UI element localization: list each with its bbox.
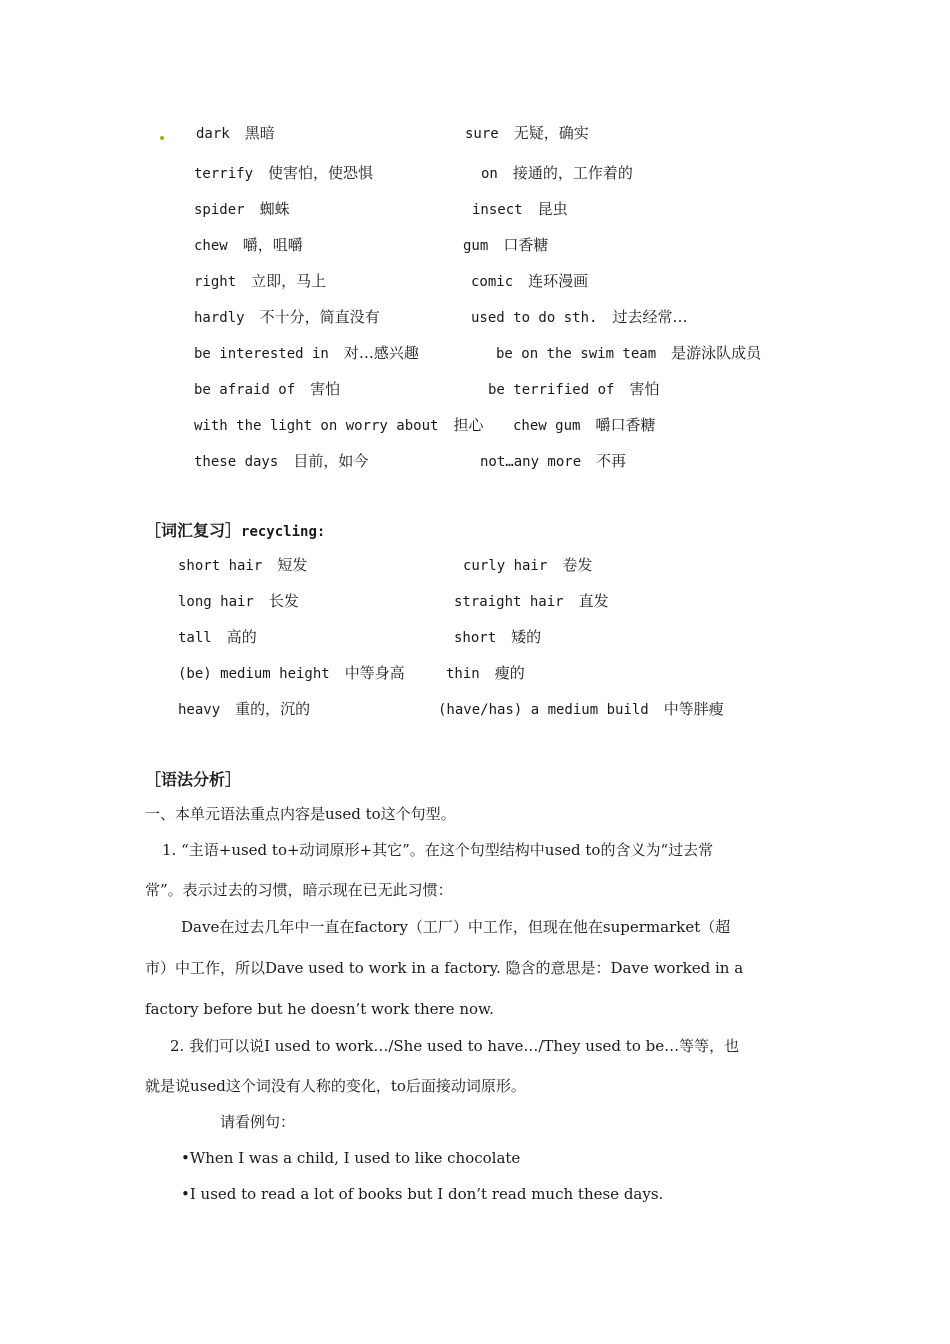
vocab-meaning: 蜘蛛 (259, 200, 290, 218)
grammar-point-1-line-1: 1. “主语+used to+动词原形+其它”。在这个句型结构中used to的含义为“过去常 (162, 841, 714, 859)
bullet-dot (160, 136, 164, 140)
grammar-point-1-line-2: 常”。表示过去的习惯，暗示现在已无此习惯： (145, 881, 453, 899)
vocab-term: be on the swim team (496, 346, 657, 362)
grammar-point-2-line-2: 就是说used这个词没有人称的变化，to后面接动词原形。 (145, 1077, 526, 1095)
review-heading (145, 518, 325, 541)
vocab-term: right (194, 274, 237, 290)
vocab-term: on (481, 166, 498, 182)
vocab-term: chew (194, 238, 228, 254)
review-term: short hair (178, 558, 263, 574)
vocab-term: terrify (194, 166, 254, 182)
example-paragraph-line-2: 市）中工作，所以Dave used to work in a factory. 隐含的意思是：Dave worked in a (145, 959, 744, 977)
review-term: straight hair (454, 594, 564, 610)
example-paragraph-line-3: factory before but he doesn’t work there now. (145, 1000, 494, 1018)
grammar-intro: 一、本单元语法重点内容是used to这个句型。 (145, 805, 456, 823)
vocab-term: gum (463, 238, 489, 254)
review-term: thin (446, 666, 480, 682)
vocab-term: hardly (194, 310, 245, 326)
review-meaning: 短发 (277, 556, 308, 574)
vocab-term: be afraid of (194, 382, 296, 398)
vocab-meaning: 黑暗 (244, 124, 275, 142)
review-heading-en: recycling: (241, 524, 326, 540)
vocab-meaning: 不十分，简直没有 (259, 308, 380, 326)
review-term: short (454, 630, 497, 646)
review-term: long hair (178, 594, 254, 610)
review-term: (have/has) a medium build (438, 702, 649, 718)
vocab-term: not…any more (480, 454, 582, 470)
vocab-meaning: 不再 (596, 452, 627, 470)
vocab-meaning: 是游泳队成员 (671, 344, 762, 362)
example-sentence: •I used to read a lot of books but I don’t read much these days. (181, 1185, 664, 1203)
grammar-heading: ［语法分析］ (145, 770, 242, 789)
vocab-meaning: 连环漫画 (528, 272, 589, 290)
review-meaning: 卷发 (562, 556, 593, 574)
review-meaning: 中等身高 (344, 664, 405, 682)
vocab-term: these days (194, 454, 279, 470)
vocab-meaning: 嚼，咀嚼 (242, 236, 303, 254)
review-meaning: 瘦的 (494, 664, 525, 682)
example-sentence: •When I was a child, I used to like chocolate (181, 1149, 521, 1167)
review-term: tall (178, 630, 212, 646)
vocab-meaning: 目前，如今 (293, 452, 369, 470)
vocab-term: with the light on worry about (194, 418, 439, 434)
vocab-term: used to do sth. (471, 310, 598, 326)
review-heading-cn: ［词汇复习］ (145, 521, 242, 540)
review-meaning: 中等胖瘦 (663, 700, 724, 718)
review-term: heavy (178, 702, 221, 718)
review-meaning: 长发 (268, 592, 299, 610)
review-meaning: 高的 (226, 628, 257, 646)
vocab-term: be terrified of (488, 382, 615, 398)
vocab-term: dark (196, 126, 230, 142)
review-term: (be) medium height (178, 666, 330, 682)
review-term: curly hair (463, 558, 548, 574)
vocab-meaning: 使害怕，使恐惧 (268, 164, 374, 182)
vocab-meaning: 害怕 (629, 380, 660, 398)
vocab-meaning: 无疑，确实 (513, 124, 589, 142)
vocab-meaning: 对…感兴趣 (343, 344, 419, 362)
grammar-point-2-line-1: 2. 我们可以说I used to work…/She used to have…/They used to be…等等，也 (170, 1037, 740, 1055)
vocab-term: spider (194, 202, 245, 218)
vocab-meaning: 立即，马上 (251, 272, 327, 290)
vocab-meaning: 口香糖 (503, 236, 549, 254)
vocab-meaning: 接通的，工作着的 (512, 164, 633, 182)
vocab-meaning: 害怕 (310, 380, 341, 398)
vocab-meaning: 担心 (453, 416, 484, 434)
vocab-meaning: 过去经常… (612, 308, 688, 326)
vocab-meaning: 昆虫 (537, 200, 568, 218)
example-paragraph-line-1: Dave在过去几年中一直在factory（工厂）中工作，但现在他在supermarket（超 (181, 918, 731, 936)
review-meaning: 重的，沉的 (235, 700, 311, 718)
vocab-term: be interested in (194, 346, 329, 362)
vocab-term: insect (472, 202, 523, 218)
examples-label: 请看例句： (220, 1113, 296, 1131)
vocab-term: chew gum (513, 418, 581, 434)
review-meaning: 直发 (578, 592, 609, 610)
vocab-term: sure (465, 126, 499, 142)
review-meaning: 矮的 (511, 628, 542, 646)
vocab-meaning: 嚼口香糖 (595, 416, 656, 434)
vocab-term: comic (471, 274, 514, 290)
